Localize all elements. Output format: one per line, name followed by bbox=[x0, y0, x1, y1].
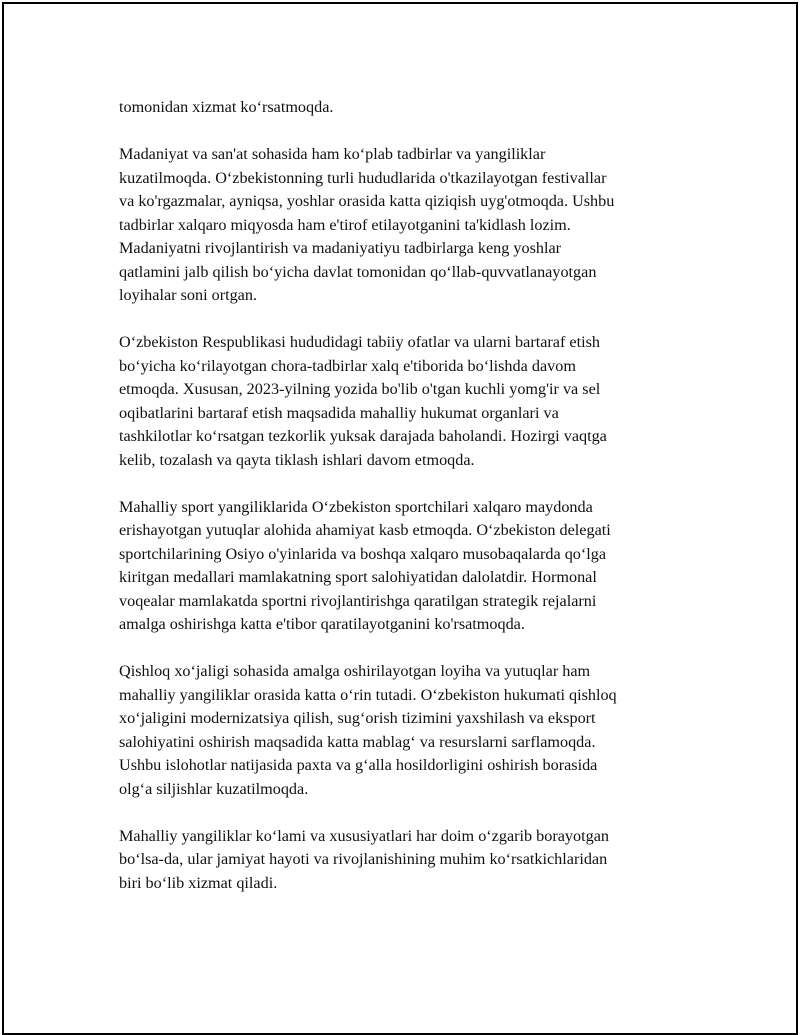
paragraph-3 bbox=[119, 331, 699, 472]
text-line: mahalliy yangiliklar orasida katta o‘rin tutadi. O‘zbekiston hukumati qishloq bbox=[119, 685, 617, 704]
document-body bbox=[119, 96, 699, 919]
text-line: bo‘yicha ko‘rilayotgan chora-tadbirlar xalq e'tiborida bo‘lishda davom bbox=[119, 356, 576, 375]
text-line: tomonidan xizmat ko‘rsatmoqda. bbox=[119, 98, 334, 116]
text-line: bo‘lsa-da, ular jamiyat hayoti va rivojlanishining muhim ko‘rsatkichlaridan bbox=[119, 850, 608, 868]
paragraph-6 bbox=[119, 825, 699, 896]
text-line: tashkilotlar ko‘rsatgan tezkorlik yuksak darajada baholandi. Hozirgi vaqtga bbox=[119, 427, 607, 445]
paragraph-4 bbox=[119, 496, 699, 637]
text-line: Madaniyat va san'at sohasida ham ko‘plab tadbirlar va yangiliklar bbox=[119, 145, 546, 163]
text-line: Madaniyatni rivojlantirish va madaniyatiyu tadbirlarga keng yoshlar bbox=[119, 239, 562, 257]
text-line: va ko'rgazmalar, ayniqsa, yoshlar orasida katta qiziqish uyg'otmoqda. Ushbu bbox=[119, 192, 615, 210]
document-page bbox=[2, 2, 798, 1035]
text-line: etmoqda. Xususan, 2023-yilning yozida bo'lib o'tgan kuchli yomg'ir va sel bbox=[119, 380, 601, 398]
paragraph-1 bbox=[119, 96, 699, 120]
text-line: kuzatilmoqda. O‘zbekistonning turli hududlarida o'tkazilayotgan festivallar bbox=[119, 168, 607, 187]
text-line: amalga oshirishga katta e'tibor qaratilayotganini ko'rsatmoqda. bbox=[119, 615, 525, 633]
paragraph-2 bbox=[119, 143, 699, 308]
text-line: kelib, tozalash va qayta tiklash ishlari davom etmoqda. bbox=[119, 450, 475, 469]
paragraph-5 bbox=[119, 660, 699, 801]
text-line: kiritgan medallari mamlakatning sport salohiyatidan dalolatdir. Hormonal bbox=[119, 568, 597, 586]
text-line: Ushbu islohotlar natijasida paxta va g‘alla hosildorligini oshirish borasida bbox=[119, 756, 598, 774]
text-line: Mahalliy sport yangiliklarida O‘zbekiston sportchilari xalqaro maydonda bbox=[119, 497, 593, 516]
text-line: voqealar mamlakatda sportni rivojlantirishga qaratilgan strategik rejalarni bbox=[119, 591, 597, 610]
text-line: sportchilarining Osiyo o'yinlarida va boshqa xalqaro musobaqalarda qo‘lga bbox=[119, 544, 607, 563]
text-line: tadbirlar xalqaro miqyosda ham e'tirof etilayotganini ta'kidlash lozim. bbox=[119, 215, 571, 234]
text-line: qatlamini jalb qilish bo‘yicha davlat tomonidan qo‘llab-quvvatlanayotgan bbox=[119, 262, 597, 281]
text-line: oqibatlarini bartaraf etish maqsadida mahalliy hukumat organlari va bbox=[119, 403, 559, 422]
text-line: biri bo‘lib xizmat qiladi. bbox=[119, 873, 278, 892]
text-line: Qishloq xo‘jaligi sohasida amalga oshirilayotgan loyiha va yutuqlar ham bbox=[119, 662, 591, 680]
text-line: olg‘a siljishlar kuzatilmoqda. bbox=[119, 779, 309, 798]
text-line: erishayotgan yutuqlar alohida ahamiyat kasb etmoqda. O‘zbekiston delegati bbox=[119, 521, 611, 539]
text-line: Mahalliy yangiliklar ko‘lami va xususiyatlari har doim o‘zgarib borayotgan bbox=[119, 826, 609, 845]
text-line: loyihalar soni ortgan. bbox=[119, 286, 258, 304]
text-line: xo‘jaligini modernizatsiya qilish, sug‘orish tizimini yaxshilash va eksport bbox=[119, 709, 596, 727]
text-line: O‘zbekiston Respublikasi hududidagi tabiiy ofatlar va ularni bartaraf etish bbox=[119, 333, 600, 351]
text-line: salohiyatini oshirish maqsadida katta mablag‘ va resurslarni sarflamoqda. bbox=[119, 732, 596, 751]
